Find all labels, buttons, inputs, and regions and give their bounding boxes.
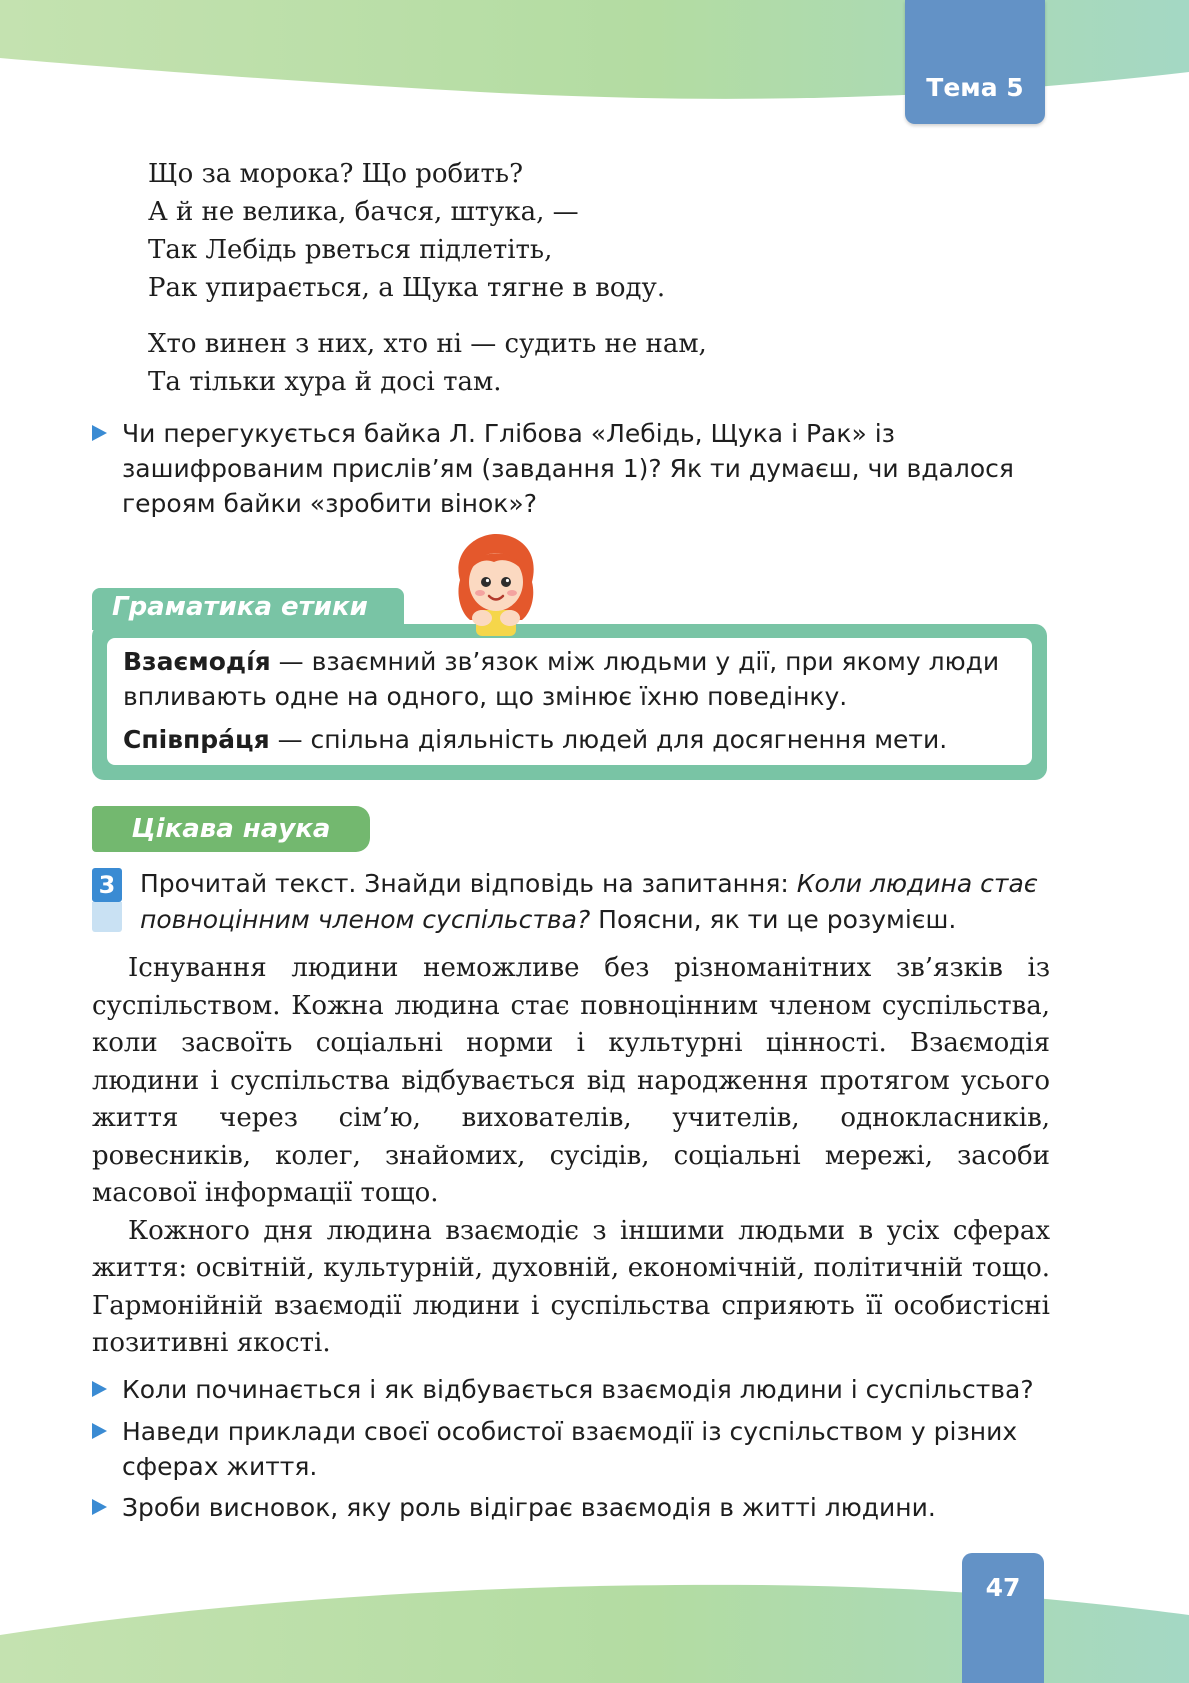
triangle-bullet-icon (92, 425, 107, 441)
question-text: Зроби висновок, яку роль відіграє взаємодія в житті людини. (122, 1493, 936, 1522)
science-tab (92, 806, 370, 852)
paragraph: Кожного дня людина взаємодіє з іншими людьми в усіх сферах життя: освітній, культурній, духовній, економічній, політичній тощо. Гармонійній взаємодії людини і суспільства сприяють її особистісні позитивні якості. (92, 1215, 1050, 1358)
term: Взаємодíя (123, 647, 271, 676)
question-text: Наведи приклади своєї особистої взаємодії із суспільством у різних сферах життя. (122, 1417, 1018, 1481)
poem-line: Та тільки хура й досі там. (148, 367, 502, 397)
poem-line: Хто винен з них, хто ні — судить не нам, (148, 329, 707, 359)
question-item (92, 416, 1052, 521)
grammar-title: Граматика етики (112, 592, 368, 622)
poem-line: А й не велика, бачся, штука, — (148, 197, 579, 227)
science-title: Цікава наука (131, 814, 331, 844)
definition-interaction (123, 644, 1016, 714)
grammar-definitions (107, 638, 1032, 765)
poem-line: Так Лебідь рветься підлетіть, (148, 235, 553, 265)
term: Співпрáця (123, 725, 270, 754)
poem-line: Що за морока? Що робить? (148, 159, 524, 189)
question-text: Коли починається і як відбувається взаємодія людини і суспільства? (122, 1375, 1034, 1404)
triangle-bullet-icon (92, 1381, 107, 1397)
topic-tab (905, 0, 1045, 124)
topic-tab-label: Тема 5 (926, 73, 1024, 102)
poem-stanza (148, 155, 908, 307)
triangle-bullet-icon (92, 1499, 107, 1515)
triangle-bullet-icon (92, 1423, 107, 1439)
poem-stanza (148, 325, 908, 401)
paragraph: Існування людини неможливе без різноманітних зв’язків із суспільством. Кожна людина стає повноцінним членом суспільства, коли засвоїть соціальні норми і культурні цінності. Взаємодія людини і суспільства відбувається від народження протягом усього життя через сім’ю, вихователів, учителів, однокласників, ровесників, колег, знайомих, сусідів, соціальні мережі, засоби масової інформації тощо. (92, 953, 1050, 1208)
page-number (962, 1553, 1044, 1683)
task-question-italic: Коли людина стає повноцінним членом суспільства? (140, 869, 1038, 934)
task-instruction (140, 866, 1050, 938)
question-item (92, 1490, 1052, 1525)
question-item (92, 1372, 1052, 1407)
reading-text (92, 950, 1050, 1363)
poem (148, 155, 908, 419)
definition-cooperation (123, 722, 1016, 757)
task-number-badge: 3 (92, 868, 122, 902)
poem-line: Рак упирається, а Щука тягне в воду. (148, 273, 666, 303)
task-text-end: Поясни, як ти це розумієш. (590, 905, 957, 934)
task-number-badge-tail (92, 902, 122, 932)
page-number-label: 47 (985, 1573, 1021, 1602)
definition: — спільна діяльність людей для досягнення мети. (269, 725, 948, 754)
task-text-plain: Прочитай текст. Знайди відповідь на запитання: (140, 869, 797, 898)
definition: — взаємний зв’язок між людьми у дії, при якому люди впливають одне на одного, що змінює їхню поведінку. (123, 647, 1000, 711)
question-item (92, 1414, 1052, 1484)
question-text: Чи перегукується байка Л. Глібова «Лебідь, Щука і Рак» із зашифрованим прислів’ям (завдання 1)? Як ти думаєш, чи вдалося героям байки «зробити вінок»? (122, 419, 1014, 518)
girl-illustration (446, 532, 546, 638)
